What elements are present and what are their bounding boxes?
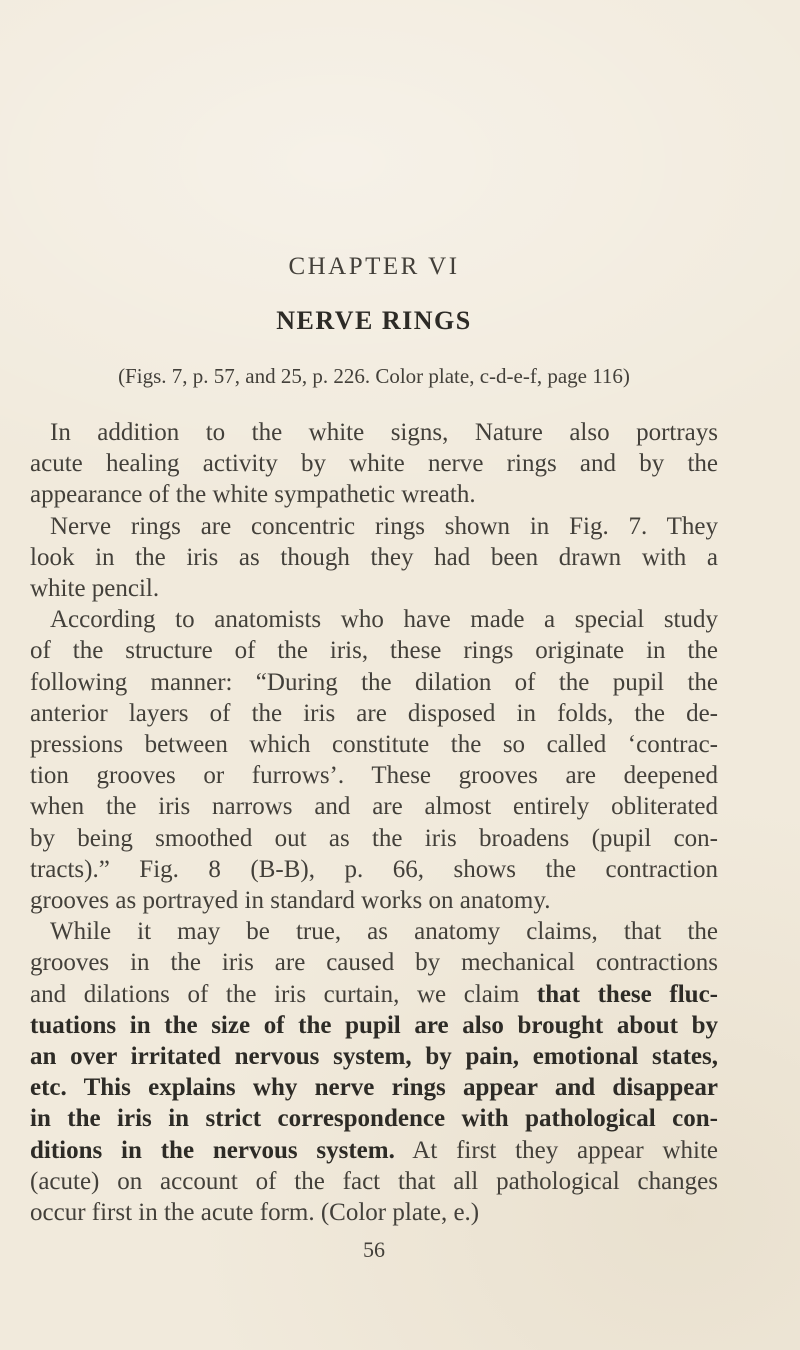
text-line	[30, 1072, 718, 1103]
text-segment: occur first in the acute form. (Color plate, e.)	[30, 1199, 480, 1227]
text-segment: While it may be true, as anatomy claims, that the	[50, 918, 718, 946]
text-line	[30, 542, 718, 573]
text-segment: of the structure of the iris, these rings originate in the	[30, 637, 718, 665]
page-title: NERVE RINGS	[276, 306, 472, 335]
text-segment: white pencil.	[30, 575, 160, 603]
text-segment: grooves as portrayed in standard works on anatomy.	[30, 887, 551, 915]
body-text	[30, 417, 718, 1228]
text-segment: In addition to the white signs, Nature also portrays	[50, 419, 718, 446]
text-line	[30, 1197, 718, 1228]
text-line	[30, 823, 718, 854]
text-segment: when the iris narrows and are almost entirely obliterated	[30, 793, 718, 821]
text-segment: tion grooves or furrows’. These grooves are deepened	[30, 762, 718, 790]
text-line	[30, 448, 718, 479]
text-line	[30, 947, 718, 978]
text-line	[30, 667, 718, 698]
text-segment: grooves in the iris are caused by mechanical contractions	[30, 949, 718, 977]
text-line	[30, 1041, 718, 1072]
text-line	[30, 885, 718, 916]
text-line	[30, 604, 718, 635]
text-line	[30, 791, 718, 822]
text-segment: appearance of the white sympathetic wreath.	[30, 481, 476, 509]
text-line	[30, 1135, 718, 1166]
text-line	[30, 511, 718, 542]
bold-text-segment: tuations in the size of the pupil are also brought about by	[30, 1011, 718, 1039]
text-segment: Nerve rings are concentric rings shown in Fig. 7. They	[50, 512, 718, 540]
text-line	[30, 573, 718, 604]
text-line	[30, 1166, 718, 1197]
text-line	[30, 916, 718, 947]
text-segment: According to anatomists who have made a special study	[50, 606, 718, 634]
bold-text-segment: in the iris in strict correspondence with pathological con-	[30, 1105, 718, 1133]
text-line	[30, 479, 718, 510]
text-line	[30, 729, 718, 760]
text-segment: tracts).” Fig. 8 (B-B), p. 66, shows the contraction	[30, 855, 718, 883]
text-line	[30, 417, 718, 448]
text-segment: anterior layers of the iris are disposed in folds, the de-	[30, 699, 718, 727]
chapter-heading: CHAPTER VI	[288, 253, 460, 280]
text-line	[30, 698, 718, 729]
bold-text-segment: etc. This explains why nerve rings appear and disappear	[30, 1074, 718, 1102]
text-segment: by being smoothed out as the iris broadens (pupil con-	[30, 824, 718, 852]
text-segment: At first they appear white	[394, 1136, 718, 1164]
text-segment: look in the iris as though they had been drawn with a	[30, 543, 718, 571]
text-segment: (acute) on account of the fact that all pathological changes	[30, 1167, 718, 1195]
text-segment: following manner: “During the dilation of the pupil the	[30, 668, 718, 696]
text-segment: and dilations of the iris curtain, we claim	[30, 980, 537, 1008]
text-line	[30, 854, 718, 885]
page-number: 56	[363, 1237, 385, 1262]
bold-text-segment: that these fluc-	[536, 980, 718, 1008]
text-line	[30, 1010, 718, 1041]
text-line	[30, 760, 718, 791]
bold-text-segment: an over irritated nervous system, by pain, emotional states,	[30, 1043, 718, 1071]
text-segment: pressions between which constitute the so called ‘contrac-	[30, 731, 718, 759]
text-line	[30, 979, 718, 1010]
bold-text-segment: ditions in the nervous system.	[30, 1136, 395, 1164]
figure-reference: (Figs. 7, p. 57, and 25, p. 226. Color plate, c-d-e-f, page 116)	[118, 364, 630, 388]
text-line	[30, 635, 718, 666]
text-line	[30, 1103, 718, 1134]
text-segment: acute healing activity by white nerve rings and by the	[30, 450, 718, 478]
